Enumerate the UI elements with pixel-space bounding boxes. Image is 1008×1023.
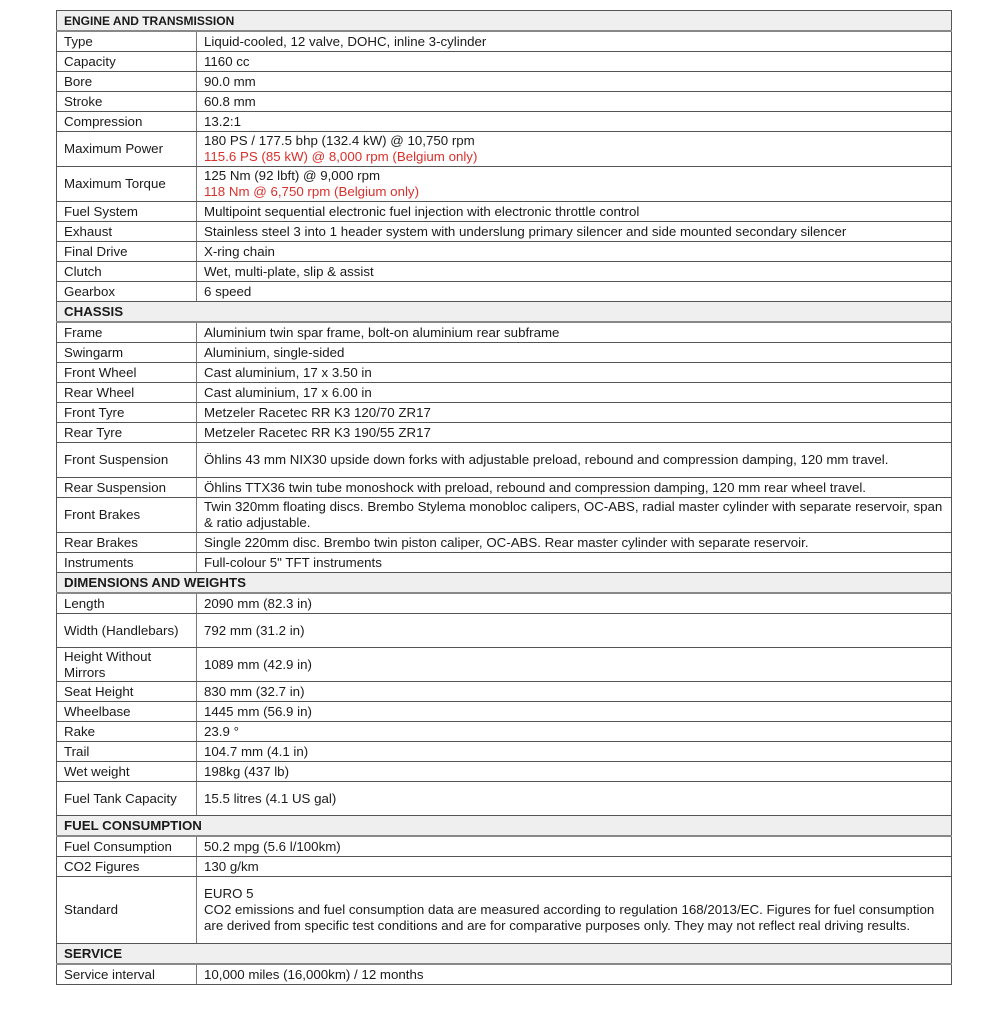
spec-label: Clutch: [57, 262, 197, 282]
table-row: [57, 443, 952, 478]
spec-label: Seat Height: [57, 682, 197, 702]
table-row: [57, 222, 952, 242]
spec-value: 50.2 mpg (5.6 l/100km): [197, 836, 952, 857]
spec-value: Multipoint sequential electronic fuel injection with electronic throttle control: [197, 202, 952, 222]
spec-label: Maximum Power: [57, 132, 197, 167]
spec-value: Öhlins TTX36 twin tube monoshock with preload, rebound and compression damping, 120 mm rear wheel travel.: [197, 478, 952, 498]
table-row: [57, 877, 952, 944]
section-header-service: [57, 944, 952, 965]
spec-value: 23.9 °: [197, 722, 952, 742]
spec-value: Twin 320mm floating discs. Brembo Stylema monobloc calipers, OC-ABS, radial master cylinder with separate reservoir, span & ratio adjustable.: [197, 498, 952, 533]
spec-value: X-ring chain: [197, 242, 952, 262]
section-title: SERVICE: [57, 944, 952, 965]
spec-label: Fuel System: [57, 202, 197, 222]
spec-label: Height Without Mirrors: [57, 648, 197, 682]
specifications-table: [56, 10, 952, 985]
spec-note-belgium: 118 Nm @ 6,750 rpm (Belgium only): [204, 184, 420, 199]
table-row: [57, 593, 952, 614]
spec-value: 15.5 litres (4.1 US gal): [197, 782, 952, 816]
section-title: CHASSIS: [57, 302, 952, 323]
table-row: [57, 363, 952, 383]
table-row: [57, 343, 952, 363]
table-row: [57, 533, 952, 553]
spec-value: 2090 mm (82.3 in): [197, 593, 952, 614]
spec-label: Compression: [57, 112, 197, 132]
spec-label: Frame: [57, 322, 197, 343]
spec-value: Wet, multi-plate, slip & assist: [197, 262, 952, 282]
spec-value: 6 speed: [197, 282, 952, 302]
table-row: [57, 423, 952, 443]
spec-label: Wheelbase: [57, 702, 197, 722]
spec-value: 60.8 mm: [197, 92, 952, 112]
spec-value: Aluminium, single-sided: [197, 343, 952, 363]
spec-value-cell: [197, 132, 952, 167]
spec-label: Wet weight: [57, 762, 197, 782]
spec-label: Maximum Torque: [57, 167, 197, 202]
spec-value: 125 Nm (92 lbft) @ 9,000 rpm: [204, 168, 381, 183]
spec-label: Standard: [57, 877, 197, 944]
table-row: [57, 836, 952, 857]
spec-value: 792 mm (31.2 in): [197, 614, 952, 648]
spec-value: Stainless steel 3 into 1 header system with underslung primary silencer and side mounted secondary silencer: [197, 222, 952, 242]
table-row: [57, 762, 952, 782]
table-row: [57, 167, 952, 202]
table-row: [57, 857, 952, 877]
table-row: [57, 132, 952, 167]
spec-label: Front Brakes: [57, 498, 197, 533]
section-header-engine: [57, 11, 952, 32]
spec-value: EURO 5: [204, 886, 254, 901]
spec-label: Front Suspension: [57, 443, 197, 478]
table-row: [57, 964, 952, 985]
spec-label: Rear Brakes: [57, 533, 197, 553]
spec-label: Rake: [57, 722, 197, 742]
table-row: [57, 383, 952, 403]
spec-label: Rear Tyre: [57, 423, 197, 443]
table-row: [57, 92, 952, 112]
spec-value: Cast aluminium, 17 x 6.00 in: [197, 383, 952, 403]
spec-value: 10,000 miles (16,000km) / 12 months: [197, 964, 952, 985]
section-header-dimensions: [57, 573, 952, 594]
table-row: [57, 478, 952, 498]
spec-label: Instruments: [57, 553, 197, 573]
table-row: [57, 498, 952, 533]
spec-disclaimer: CO2 emissions and fuel consumption data are measured according to regulation 168/2013/EC. Figures for fuel consumption are derived from specific test conditions and are for comparative purposes only. They may not reflect real driving results.: [204, 902, 935, 933]
spec-label: Fuel Tank Capacity: [57, 782, 197, 816]
spec-value: 180 PS / 177.5 bhp (132.4 kW) @ 10,750 rpm: [204, 133, 475, 148]
spec-label: Service interval: [57, 964, 197, 985]
spec-value: 198kg (437 lb): [197, 762, 952, 782]
spec-label: Gearbox: [57, 282, 197, 302]
spec-label: Rear Suspension: [57, 478, 197, 498]
table-row: [57, 282, 952, 302]
spec-value: 104.7 mm (4.1 in): [197, 742, 952, 762]
spec-label: Fuel Consumption: [57, 836, 197, 857]
spec-label: Width (Handlebars): [57, 614, 197, 648]
spec-label: Type: [57, 31, 197, 52]
spec-value: 90.0 mm: [197, 72, 952, 92]
spec-value: Full-colour 5" TFT instruments: [197, 553, 952, 573]
section-header-chassis: [57, 302, 952, 323]
spec-value: 130 g/km: [197, 857, 952, 877]
table-row: [57, 682, 952, 702]
table-row: [57, 702, 952, 722]
table-row: [57, 242, 952, 262]
spec-value: 830 mm (32.7 in): [197, 682, 952, 702]
section-title: FUEL CONSUMPTION: [57, 816, 952, 837]
spec-label: Capacity: [57, 52, 197, 72]
spec-value-cell: [197, 167, 952, 202]
table-row: [57, 112, 952, 132]
table-row: [57, 648, 952, 682]
spec-label: Length: [57, 593, 197, 614]
spec-label: Front Tyre: [57, 403, 197, 423]
spec-value: Öhlins 43 mm NIX30 upside down forks with adjustable preload, rebound and compression damping, 120 mm travel.: [197, 443, 952, 478]
table-row: [57, 262, 952, 282]
spec-label: Stroke: [57, 92, 197, 112]
spec-label: Bore: [57, 72, 197, 92]
spec-value: Metzeler Racetec RR K3 190/55 ZR17: [197, 423, 952, 443]
section-title: DIMENSIONS AND WEIGHTS: [57, 573, 952, 594]
table-row: [57, 52, 952, 72]
table-row: [57, 322, 952, 343]
spec-value: Cast aluminium, 17 x 3.50 in: [197, 363, 952, 383]
table-row: [57, 614, 952, 648]
table-row: [57, 403, 952, 423]
spec-value: 1445 mm (56.9 in): [197, 702, 952, 722]
table-row: [57, 742, 952, 762]
table-row: [57, 72, 952, 92]
spec-label: Front Wheel: [57, 363, 197, 383]
spec-value: Metzeler Racetec RR K3 120/70 ZR17: [197, 403, 952, 423]
spec-value: 1160 cc: [197, 52, 952, 72]
spec-value: Single 220mm disc. Brembo twin piston caliper, OC-ABS. Rear master cylinder with separate reservoir.: [197, 533, 952, 553]
table-row: [57, 782, 952, 816]
table-row: [57, 31, 952, 52]
table-row: [57, 202, 952, 222]
spec-value: Liquid-cooled, 12 valve, DOHC, inline 3-cylinder: [197, 31, 952, 52]
section-header-fuel: [57, 816, 952, 837]
table-row: [57, 553, 952, 573]
spec-label: Exhaust: [57, 222, 197, 242]
spec-label: CO2 Figures: [57, 857, 197, 877]
spec-value: 1089 mm (42.9 in): [197, 648, 952, 682]
spec-value-cell: [197, 877, 952, 944]
spec-note-belgium: 115.6 PS (85 kW) @ 8,000 rpm (Belgium only): [204, 149, 478, 164]
spec-label: Rear Wheel: [57, 383, 197, 403]
section-title: ENGINE AND TRANSMISSION: [57, 11, 952, 32]
table-row: [57, 722, 952, 742]
spec-value: 13.2:1: [197, 112, 952, 132]
spec-label: Trail: [57, 742, 197, 762]
spec-label: Swingarm: [57, 343, 197, 363]
spec-value: Aluminium twin spar frame, bolt-on aluminium rear subframe: [197, 322, 952, 343]
spec-label: Final Drive: [57, 242, 197, 262]
